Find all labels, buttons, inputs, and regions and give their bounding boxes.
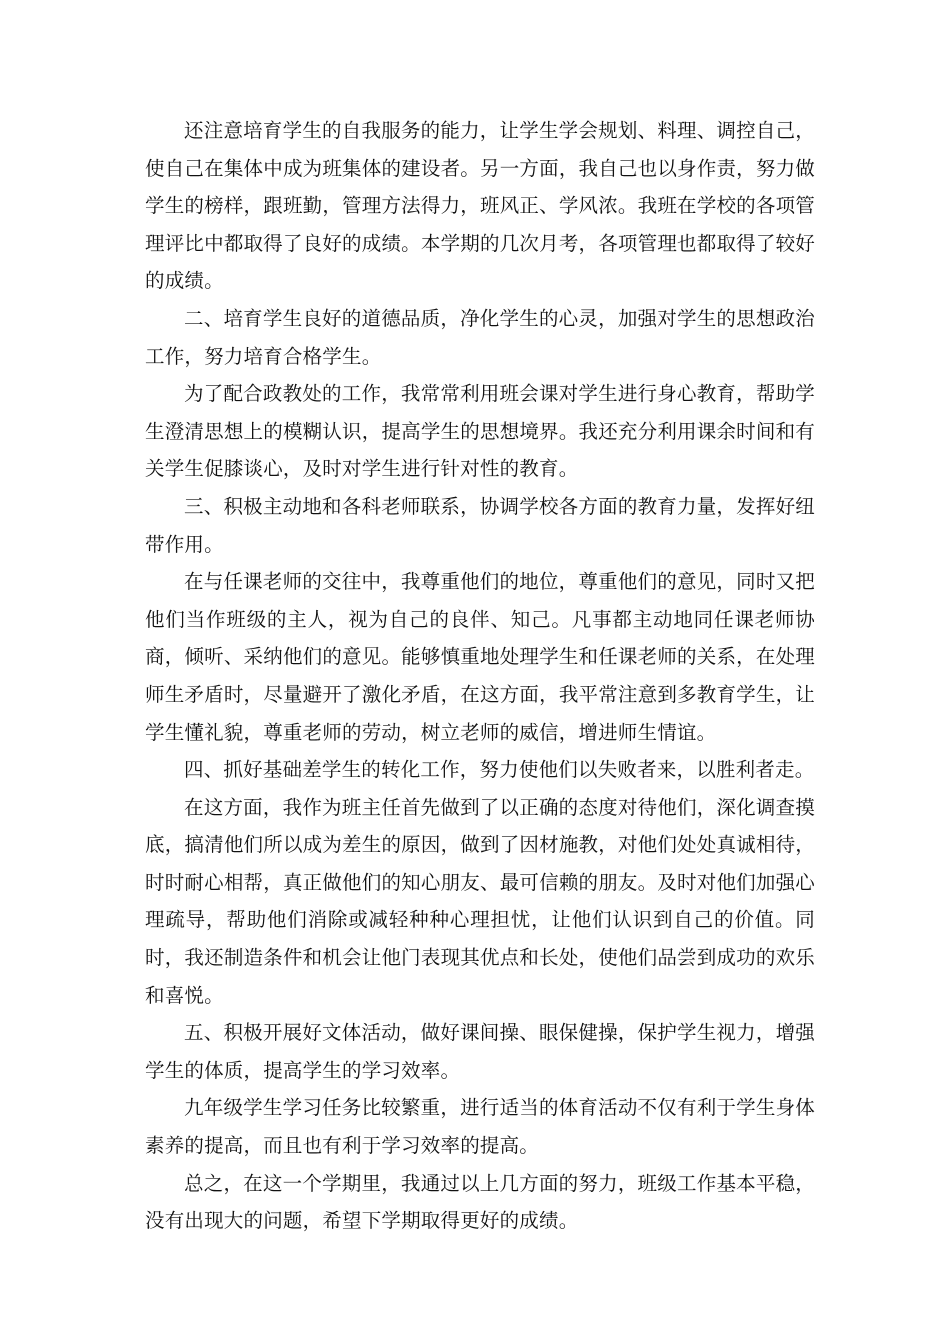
paragraph-section-2: 为了配合政教处的工作，我常常利用班会课对学生进行身心教育，帮助学生澄清思想上的模糊认识，提高学生的思想境界。我还充分利用课余时间和有关学生促膝谈心，及时对学生进行针对性的教育。 bbox=[145, 382, 815, 481]
paragraph-conclusion: 总之，在这一个学期里，我通过以上几方面的努力，班级工作基本平稳，没有出现大的问题，希望下学期取得更好的成绩。 bbox=[145, 1171, 815, 1233]
heading-section-4: 四、抓好基础差学生的转化工作，努力使他们以失败者来，以胜利者走。 bbox=[184, 758, 815, 782]
heading-section-2: 二、培育学生良好的道德品质，净化学生的心灵，加强对学生的思想政治工作，努力培育合格学生。 bbox=[145, 306, 815, 368]
paragraph-section-5: 九年级学生学习任务比较繁重，进行适当的体育活动不仅有利于学生身体素养的提高，而且也有利于学习效率的提高。 bbox=[145, 1096, 815, 1158]
document-page bbox=[145, 112, 815, 1240]
heading-section-3: 三、积极主动地和各科老师联系，协调学校各方面的教育力量，发挥好纽带作用。 bbox=[145, 494, 815, 556]
paragraph-self-service: 还注意培育学生的自我服务的能力，让学生学会规划、料理、调控自己，使自己在集体中成为班集体的建设者。另一方面，我自己也以身作责，努力做学生的榜样，跟班勤，管理方法得力，班风正、学风浓。我班在学校的各项管理评比中都取得了良好的成绩。本学期的几次月考，各项管理也都取得了较好的成绩。 bbox=[145, 119, 815, 293]
heading-section-5: 五、积极开展好文体活动，做好课间操、眼保健操，保护学生视力，增强学生的体质，提高学生的学习效率。 bbox=[145, 1021, 815, 1082]
paragraph-section-3: 在与任课老师的交往中，我尊重他们的地位，尊重他们的意见，同时又把他们当作班级的主人，视为自己的良伴、知己。凡事都主动地同任课老师协商，倾听、采纳他们的意见。能够慎重地处理学生和任课老师的关系，在处理师生矛盾时，尽量避开了激化矛盾，在这方面，我平常注意到多教育学生，让学生懂礼貌，尊重老师的劳动，树立老师的威信，增进师生情谊。 bbox=[145, 570, 815, 744]
paragraph-section-4: 在这方面，我作为班主任首先做到了以正确的态度对待他们，深化调查摸底，搞清他们所以成为差生的原因，做到了因材施教，对他们处处真诚相待，时时耐心相帮，真正做他们的知心朋友、最可信赖的朋友。及时对他们加强心理疏导，帮助他们消除或减轻种种心理担忧，让他们认识到自己的价值。同时，我还制造条件和机会让他门表现其优点和长处，使他们品尝到成功的欢乐和喜悦。 bbox=[145, 795, 815, 1007]
